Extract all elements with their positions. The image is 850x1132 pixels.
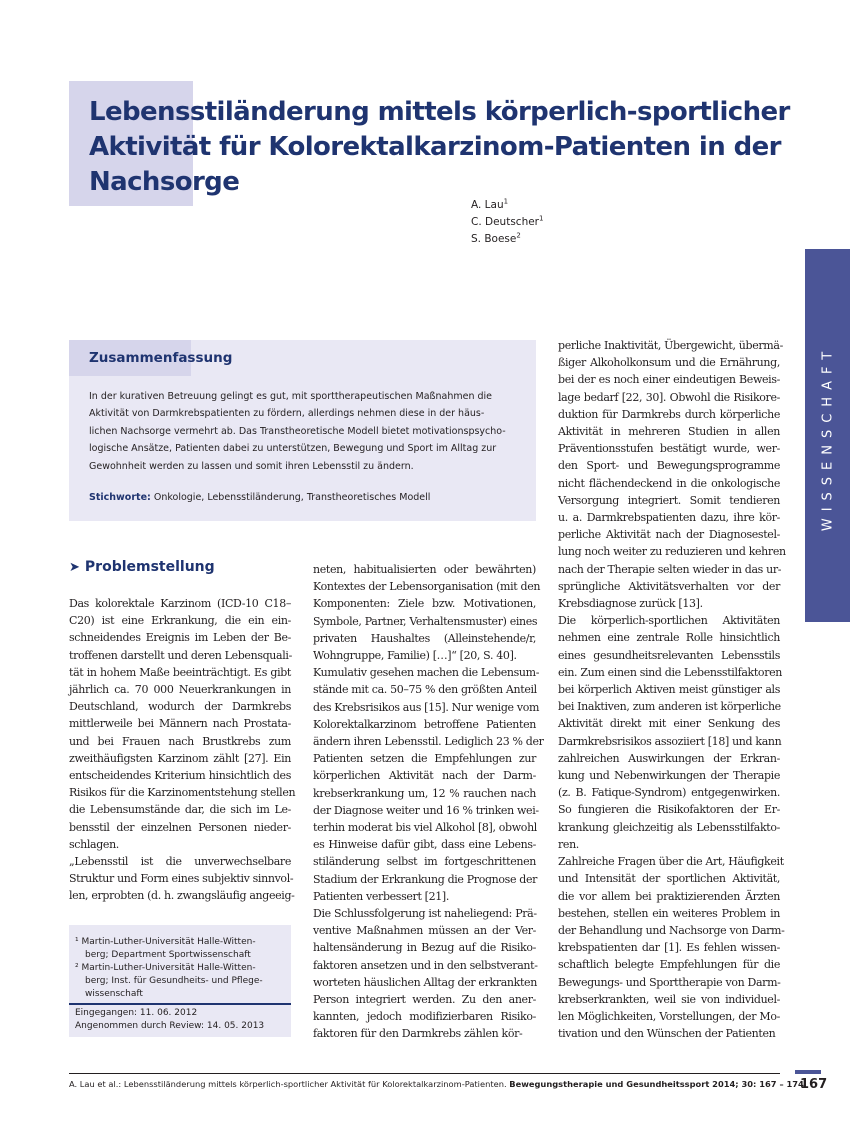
text-line: tät in hohem Maße beeinträchtigt. Es gibt xyxy=(69,665,291,679)
text-line: C20) ist eine Erkrankung, die ein ein- xyxy=(69,614,291,628)
abstract-line: lichen Nachsorge vermehrt ab. Das Transtheoretische Modell bietet motivationspsycho- xyxy=(89,425,506,437)
text-line: jährlich ca. 70 000 Neuerkrankungen in xyxy=(69,683,291,697)
affiliation-line: ² Martin-Luther-Universität Halle-Witten- xyxy=(75,963,256,973)
text-line: entscheidendes Kriterium hinsichtlich des xyxy=(69,769,291,783)
text-line: „Lebensstil ist die unverwechselbare xyxy=(69,855,291,869)
text-line: kung und Nebenwirkungen der Therapie xyxy=(558,769,780,783)
text-line: nicht flächendeckend in die onkologische xyxy=(558,476,780,490)
text-line: sprüngliche Aktivitätsverhalten vor der xyxy=(558,579,780,593)
text-line: duktion für Darmkrebs durch körperliche xyxy=(558,407,780,421)
text-line: eines gesundheitsrelevanten Lebensstils xyxy=(558,648,780,662)
keywords-value: Onkologie, Lebensstiländerung, Transtheoretisches Modell xyxy=(153,492,431,503)
text-line: So fungieren die Risikofaktoren der Er- xyxy=(558,803,780,817)
received-date: Eingegangen: 11. 06. 2012 xyxy=(75,1008,198,1018)
text-line: (z. B. Fatique-Syndrom) entgegenwirken. xyxy=(558,786,780,800)
text-line: bei körperlich Aktiven meist günstiger als xyxy=(558,683,780,697)
affiliation-line: berg; Inst. für Gesundheits- und Pflege- xyxy=(85,976,263,986)
text-line: Krebsdiagnose zurück [13]. xyxy=(558,597,703,611)
abstract-heading: Zusammenfassung xyxy=(89,350,233,366)
text-line: bei der es noch einer eindeutigen Beweis- xyxy=(558,373,780,387)
text-line: krebserkrankung um, 12 % rauchen nach xyxy=(313,786,536,800)
title-line: Nachsorge xyxy=(89,167,240,197)
text-line: Wohngruppe, Familie) […]“ [20, S. 40]. xyxy=(313,649,517,663)
text-line: des Krebsrisikos aus [15]. Nur wenige vom xyxy=(313,700,540,714)
affiliation-line: ¹ Martin-Luther-Universität Halle-Witten- xyxy=(75,937,256,947)
text-line: len, erprobten (d. h. zwangsläufig angeeig- xyxy=(69,889,295,903)
text-line: die vor allem bei praktizierenden Ärzten xyxy=(558,889,780,903)
text-line: den Sport- und Bewegungsprogramme xyxy=(558,459,780,473)
text-line: len Möglichkeiten, Vorstellungen, der Mo- xyxy=(558,1009,780,1023)
text-line: privaten Haushaltes (Alleinstehende/r, xyxy=(313,631,536,645)
text-line: Stadium der Erkrankung die Prognose der xyxy=(313,872,538,886)
text-line: krebserkrankten, weil sie von individuel- xyxy=(558,992,780,1006)
text-line: Symbole, Partner, Verhaltensmuster) eines xyxy=(313,614,538,628)
text-line: stiländerung selbst im fortgeschrittenen xyxy=(313,855,536,869)
text-line: der Behandlung und Nachsorge von Darm- xyxy=(558,923,785,937)
text-line: neten, habitualisierten oder bewährten) xyxy=(313,563,536,576)
text-line: haltensänderung in Bezug auf die Risiko- xyxy=(313,941,536,955)
footer-citation: A. Lau et al.: Lebensstiländerung mittels körperlich-sportlicher Aktivität für Kolorektalkarzinom-Patienten. Bewegungstherapie und Gesundheitssport 2014; 30: 167 – 174 xyxy=(69,1079,804,1089)
text-line: krankung gleichzeitig als Lebensstilfakto- xyxy=(558,820,780,834)
accepted-date: Angenommen durch Review: 14. 05. 2013 xyxy=(75,1021,265,1031)
keywords-label: Stichworte: xyxy=(89,492,151,503)
text-line: faktoren für den Darmkrebs zählen kör- xyxy=(313,1027,523,1041)
affiliations xyxy=(75,936,287,1001)
text-line: Darmkrebsrisikos assoziiert [18] und kann xyxy=(558,734,782,748)
text-line: Kumulativ gesehen machen die Lebensum- xyxy=(313,666,540,680)
text-line: Die körperlich-sportlichen Aktivitäten xyxy=(558,614,780,628)
text-line: bei Inaktiven, zum anderen ist körperliche xyxy=(558,700,781,714)
abstract-line: Aktivität von Darmkrebspatienten zu fördern, allerdings nehmen diese in der häus- xyxy=(89,408,485,420)
text-line: Person integriert werden. Zu den aner- xyxy=(313,993,536,1007)
text-line: bensstil der einzelnen Personen nieder- xyxy=(69,820,291,834)
text-line: perliche Aktivität nach der Diagnosestel- xyxy=(558,528,780,542)
text-line: perliche Inaktivität, Übergewicht, übermä- xyxy=(558,339,783,352)
title-line: Lebensstiländerung mittels körperlich-sportlicher xyxy=(89,97,790,127)
text-line: Die Schlussfolgerung ist naheliegend: Prä- xyxy=(313,907,537,921)
section-side-label: WISSENSCHAFT xyxy=(820,344,836,532)
text-line: nehmen eine zentrale Rolle hinsichtlich xyxy=(558,631,780,645)
author: A. Lau$^1$ xyxy=(471,197,509,211)
text-line: und bei Frauen nach Brustkrebs zum xyxy=(69,734,291,748)
text-line: Zahlreiche Fragen über die Art, Häufigkeit xyxy=(558,855,784,869)
text-line: stände mit ca. 50–75 % den größten Anteil xyxy=(313,683,537,697)
journal-reference: Bewegungstherapie und Gesundheitssport 2014; 30: 167 – 174 xyxy=(509,1079,804,1089)
abstract-line: logische Ansätze, Patienten dabei zu unterstützen, Bewegung und Sport im Alltag zur xyxy=(89,443,497,455)
footer-rule xyxy=(69,1073,780,1074)
text-line: lage bedarf [22, 30]. Obwohl die Risikore- xyxy=(558,390,780,404)
text-line: lung noch weiter zu reduzieren und kehren xyxy=(558,545,786,559)
text-line: mittlerweile bei Männern nach Prostata- xyxy=(69,717,291,731)
text-line: ren. xyxy=(558,837,579,851)
author-list xyxy=(471,197,543,248)
text-column-2 xyxy=(313,561,544,1043)
text-line: ein. Zum einen sind die Lebensstilfaktoren xyxy=(558,665,783,679)
text-line: Risikos für die Karzinomentstehung stellen xyxy=(69,786,296,800)
arrow-icon: ➤ xyxy=(69,560,80,575)
text-line: und Intensität der sportlichen Aktivität, xyxy=(558,872,780,886)
article-title xyxy=(89,95,809,200)
text-line: Patienten verbessert [21]. xyxy=(313,889,449,903)
text-line: ventive Maßnahmen müssen an der Ver- xyxy=(313,924,536,938)
footer-accent xyxy=(795,1070,821,1074)
text-line: u. a. Darmkrebspatienten dazu, ihre kör- xyxy=(558,511,780,525)
text-line: zahlreichen Auswirkungen der Erkran- xyxy=(558,751,780,765)
text-line: Komponenten: Ziele bzw. Motivationen, xyxy=(313,597,536,611)
text-line: Aktivität in mehreren Studien in allen xyxy=(558,425,780,439)
text-line: worteten häuslichen Alltag der erkrankten xyxy=(313,975,537,989)
text-column-1 xyxy=(69,595,296,905)
text-line: krebspatienten dar [1]. Es fehlen wissen- xyxy=(558,941,780,955)
affiliation-line: berg; Department Sportwissenschaft xyxy=(85,950,251,960)
text-line: schaftlich belegte Empfehlungen für die xyxy=(558,958,780,972)
keywords xyxy=(89,492,430,503)
section-heading: ➤ Problemstellung xyxy=(69,559,215,575)
text-line: ßiger Alkoholkonsum und die Ernährung, xyxy=(558,356,780,370)
abstract-line: In der kurativen Betreuung gelingt es gut, mit sporttherapeutischen Maßnahmen die xyxy=(89,391,493,402)
text-line: ändern ihren Lebensstil. Lediglich 23 % der xyxy=(313,735,544,749)
text-line: faktoren ansetzen und in den selbstverant- xyxy=(313,958,538,972)
text-line: Versorgung integriert. Somit tendieren xyxy=(558,493,780,507)
text-line: schneidendes Ereignis im Leben der Be- xyxy=(69,631,291,645)
author: C. Deutscher$^1$ xyxy=(471,214,544,228)
text-line: terhin moderat bis viel Alkohol [8], obwohl xyxy=(313,821,537,835)
text-line: zweithäufigsten Karzinom zählt [27]. Ein xyxy=(69,751,291,765)
text-line: die Lebensumstände dar, die sich im Le- xyxy=(69,803,291,817)
text-line: Präventionsstufen bestätigt wurde, wer- xyxy=(558,442,780,456)
text-line: Das kolorektale Karzinom (ICD-10 C18– xyxy=(69,597,291,610)
footnote-box xyxy=(69,925,291,1037)
text-line: bestehen, stellen ein weiteres Problem in xyxy=(558,906,780,920)
text-line: Deutschland, wodurch der Darmkrebs xyxy=(69,700,291,714)
text-line: Bewegungs- und Sporttherapie von Darm- xyxy=(558,975,781,989)
text-line: es Hinweise dafür gibt, dass eine Lebens- xyxy=(313,838,536,852)
text-line: Struktur und Form eines subjektiv sinnvol- xyxy=(69,872,294,886)
text-line: Kontextes der Lebensorganisation (mit den xyxy=(313,580,541,594)
text-line: nach der Therapie selten wieder in das ur- xyxy=(558,562,782,576)
text-line: Kolorektalkarzinom betroffene Patienten xyxy=(313,717,536,731)
text-line: kannten, jedoch modifizierbaren Risiko- xyxy=(313,1010,536,1024)
submission-dates xyxy=(75,1007,287,1033)
page-number: 167 xyxy=(800,1077,828,1092)
text-line: Patienten setzen die Empfehlungen zur xyxy=(313,752,536,766)
text-line: schlagen. xyxy=(69,837,119,851)
affiliation-line: wissenschaft xyxy=(85,989,143,999)
author: S. Boese$^2$ xyxy=(471,231,521,245)
abstract-text xyxy=(89,388,529,475)
footnote-divider xyxy=(69,1003,291,1005)
abstract-box xyxy=(69,340,536,521)
text-line: troffenen darstellt und deren Lebensquali- xyxy=(69,648,292,662)
text-line: Aktivität direkt mit einer Senkung des xyxy=(558,717,780,731)
text-column-3 xyxy=(558,337,786,1042)
title-line: Aktivität für Kolorektalkarzinom-Patienten in der xyxy=(89,132,781,162)
text-line: der Diagnose weiter und 16 % trinken wei- xyxy=(313,803,539,817)
abstract-line: Gewohnheit werden zu lassen und somit ihren Lebensstil zu ändern. xyxy=(89,460,414,472)
text-line: tivation und den Wünschen der Patienten xyxy=(558,1027,776,1041)
text-line: körperlichen Aktivität nach der Darm- xyxy=(313,769,536,783)
